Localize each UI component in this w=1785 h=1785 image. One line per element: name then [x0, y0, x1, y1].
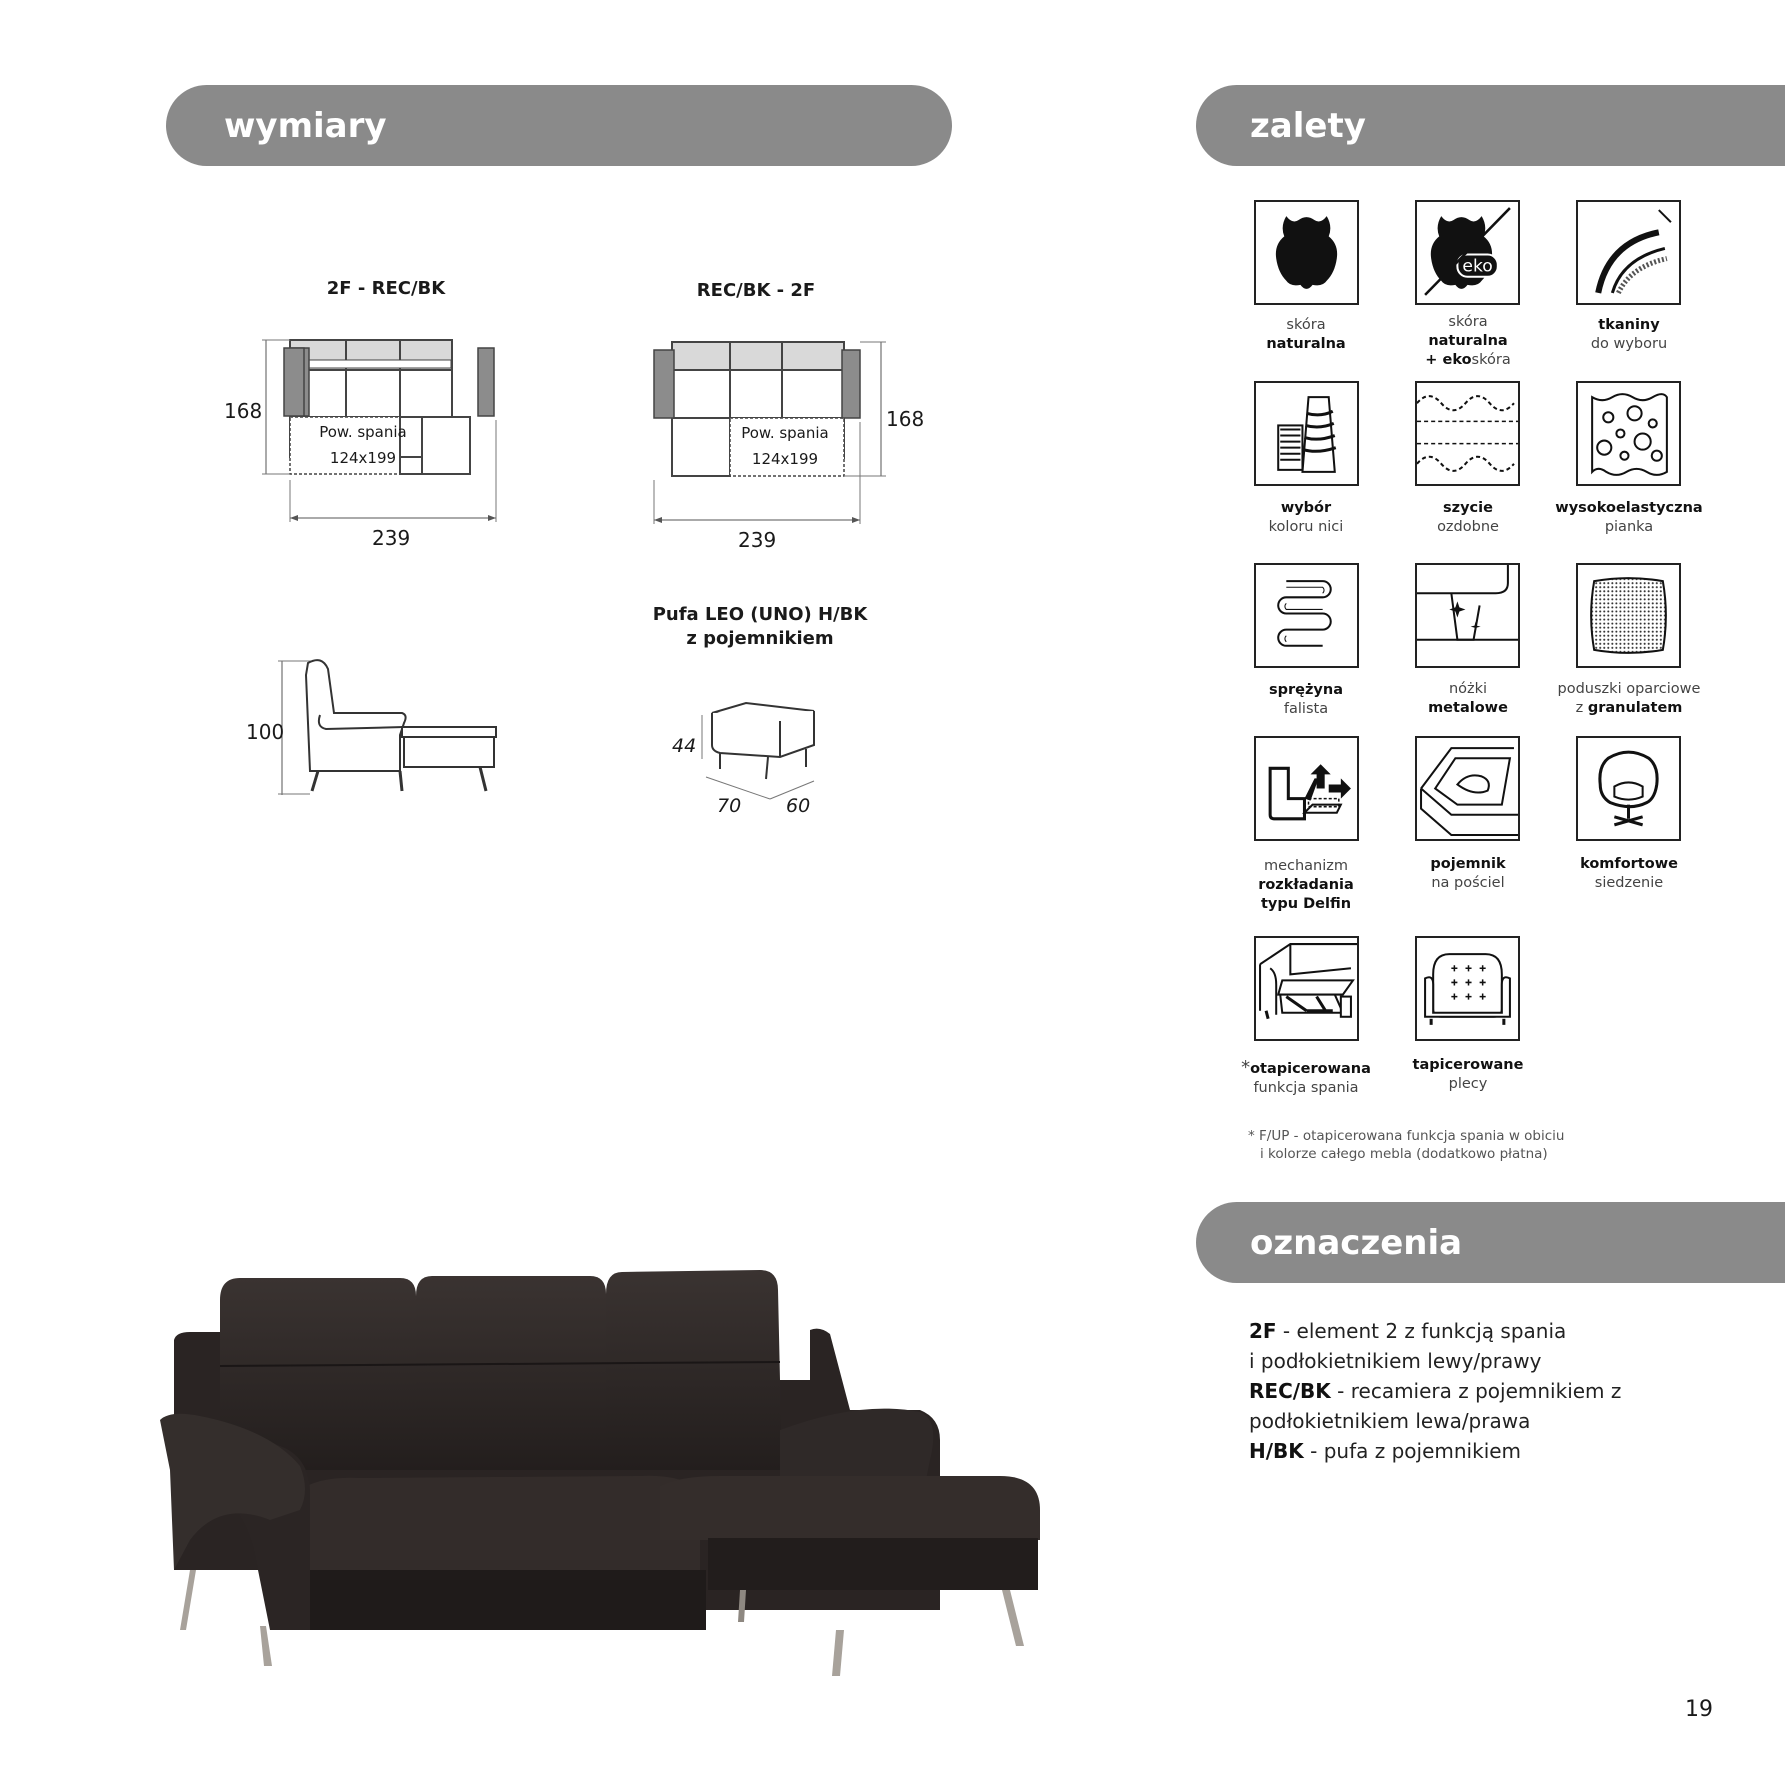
pouf-height: 44 [672, 735, 697, 757]
sleep-area-label: Pow. spania [741, 424, 829, 442]
sleeping-function-icon [1254, 936, 1359, 1041]
diagram-label-right: REC/BK - 2F [696, 280, 816, 301]
feature-caption-7: sprężyna falista [1269, 682, 1343, 717]
feature-caption-11: pojemnik na pościel [1430, 856, 1506, 891]
sleep-area-left [312, 419, 414, 471]
feature-caption-4: wybór koloru nici [1268, 500, 1344, 535]
section-header-advantages [1196, 85, 1785, 166]
section-title: oznaczenia [1250, 1222, 1463, 1263]
width-value-right: 239 [738, 528, 777, 552]
sofa-side-view [270, 655, 510, 795]
depth-value-right: 168 [886, 407, 925, 431]
section-title: wymiary [224, 105, 387, 146]
fabric-icon [1576, 200, 1681, 305]
stitching-icon [1415, 381, 1520, 486]
feature-caption-5: szycie ozdobne [1437, 500, 1499, 535]
spring-icon [1254, 563, 1359, 668]
markings-description: 2F - element 2 z funkcją spania i podłokietnikiem lewy/prawy REC/BK - recamiera z pojemnikiem z podłokietnikiem lewa/prawa H/BK - pufa z pojemnikiem [1249, 1319, 1622, 1463]
metal-legs-icon [1415, 563, 1520, 668]
leather-icon [1254, 200, 1359, 305]
feature-caption-8: nóżki metalowe [1428, 681, 1508, 716]
eco-leather-icon [1415, 200, 1520, 305]
feature-caption-2: skóra naturalna + ekoskóra [1425, 314, 1511, 368]
delfin-mechanism-icon [1254, 736, 1359, 841]
feature-caption-1: skóra naturalna [1266, 317, 1346, 352]
foam-icon [1576, 381, 1681, 486]
footnote: * F/UP - otapicerowana funkcja spania w obiciu i kolorze całego mebla (dodatkowo płatna) [1248, 1128, 1565, 1162]
armchair-icon [1576, 736, 1681, 841]
section-header-dimensions [166, 85, 952, 166]
sleep-area-size: 124x199 [751, 450, 819, 468]
section-header-markings [1196, 1202, 1785, 1283]
bedding-container-icon [1415, 736, 1520, 841]
section-title: zalety [1250, 105, 1366, 146]
pouf-depth: 60 [786, 795, 811, 817]
sleep-area-size: 124x199 [329, 449, 397, 467]
feature-caption-10: mechanizm rozkładania typu Delfin [1258, 858, 1354, 912]
svg-text:eko: eko [1462, 256, 1493, 277]
granulate-cushion-icon [1576, 563, 1681, 668]
feature-caption-12: komfortowe siedzenie [1580, 856, 1678, 891]
pouf-title [640, 603, 880, 651]
feature-caption-14: tapicerowane plecy [1412, 1057, 1524, 1092]
width-value-left: 239 [372, 526, 411, 550]
pouf-title-line1: Pufa LEO (UNO) H/BK [652, 604, 868, 625]
sleep-area-right [733, 420, 837, 472]
thread-icon [1254, 381, 1359, 486]
pouf-width: 70 [717, 795, 742, 817]
feature-caption-9: poduszki oparciowe z granulatem [1557, 681, 1701, 716]
sleep-area-label: Pow. spania [319, 423, 407, 441]
feature-caption-6: wysokoelastyczna pianka [1555, 500, 1703, 535]
upholstered-back-icon [1415, 936, 1520, 1041]
diagram-label-left: 2F - REC/BK [326, 278, 446, 299]
feature-caption-3: tkaniny do wyboru [1590, 317, 1668, 352]
feature-caption-13: *otapicerowana funkcja spania [1241, 1057, 1371, 1096]
page-number: 19 [1685, 1697, 1713, 1722]
height-value-side: 100 [246, 720, 285, 744]
sofa-photo [160, 1270, 1040, 1690]
pouf-title-line2: z pojemnikiem [686, 628, 834, 649]
depth-value-left: 168 [224, 399, 263, 423]
